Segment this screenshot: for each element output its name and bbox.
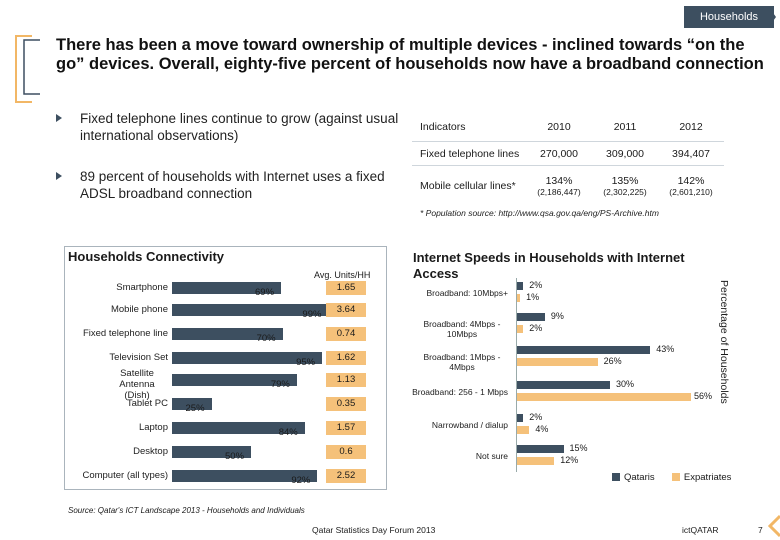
table-header: 2012	[679, 120, 703, 133]
device-ownership-pct: 25%	[185, 403, 205, 414]
qataris-value-label: 2%	[529, 280, 543, 290]
footer-event: Qatar Statistics Day Forum 2013	[312, 525, 436, 535]
avg-units-value: 0.35	[326, 397, 366, 411]
avg-units-value: 3.64	[326, 303, 366, 317]
legend-label-expatriates: Expatriates	[683, 472, 732, 483]
expatriates-value-label: 56%	[694, 391, 713, 401]
qataris-value-label: 30%	[616, 379, 635, 389]
avg-units-value: 1.57	[326, 421, 366, 435]
title-bracket-decoration	[10, 34, 44, 104]
device-label: Smartphone	[116, 282, 168, 293]
table-header: 2010	[547, 120, 571, 133]
cell-value: 134%	[545, 175, 573, 187]
bullet-item	[56, 110, 406, 144]
table-cell	[526, 175, 592, 197]
qataris-bar	[517, 414, 523, 422]
speed-category-label: Broadband: 4Mbps - 10Mbps	[423, 319, 501, 339]
table-row	[412, 142, 724, 166]
chart-axis	[516, 278, 517, 472]
page-title: There has been a move toward ownership of multiple devices - inclined towards “on the go” devices. Overall, eighty-five percent of households now have a broadband connection	[56, 36, 764, 73]
expatriates-bar	[517, 294, 520, 302]
bullet-triangle-icon	[56, 114, 62, 122]
avg-units-value: 0.6	[326, 445, 366, 459]
section-tag: Households	[684, 6, 774, 28]
table-row	[412, 166, 724, 206]
qataris-bar	[517, 282, 523, 290]
device-ownership-pct: 50%	[225, 451, 245, 462]
device-ownership-pct: 70%	[256, 333, 276, 344]
device-label: Fixed telephone line	[82, 328, 168, 339]
speed-category-label: Broadband: 1Mbps - 4Mbps	[423, 352, 501, 372]
qataris-value-label: 9%	[550, 311, 564, 321]
cell-sub-value: (2,601,210)	[669, 187, 713, 197]
table-cell	[592, 175, 658, 197]
speed-category-label: Not sure	[475, 451, 508, 461]
qataris-value-label: 43%	[656, 344, 675, 354]
device-ownership-pct: 99%	[302, 309, 322, 320]
expatriates-value-label: 26%	[603, 356, 622, 366]
avg-units-header: Avg. Units/HH	[314, 270, 371, 280]
table-cell: 270,000	[540, 147, 578, 160]
expatriates-bar	[517, 358, 598, 366]
table-cell: 309,000	[606, 147, 644, 160]
bullet-item	[56, 168, 406, 202]
device-label: Computer (all types)	[82, 470, 168, 481]
indicators-table	[412, 112, 724, 206]
avg-units-value: 1.65	[326, 281, 366, 295]
legend-swatch-expatriates	[672, 473, 680, 481]
avg-units-value: 0.74	[326, 327, 366, 341]
page-number: 7	[758, 525, 763, 535]
avg-units-value: 1.13	[326, 373, 366, 387]
avg-units-value: 1.62	[326, 351, 366, 365]
device-ownership-pct: 79%	[270, 379, 290, 390]
cell-value: 142%	[677, 175, 705, 187]
qataris-bar	[517, 445, 564, 453]
expatriates-value-label: 12%	[560, 455, 579, 465]
device-ownership-pct: 95%	[296, 357, 316, 368]
bullet-text: Fixed telephone lines continue to grow (against usual international observations)	[80, 111, 399, 143]
table-header: Indicators	[420, 120, 466, 133]
device-label: Tablet PC	[126, 398, 168, 409]
legend-swatch-qataris	[612, 473, 620, 481]
device-label: Laptop	[138, 422, 168, 433]
source-note: Source: Qatar's ICT Landscape 2013 - Households and Individuals	[68, 506, 305, 515]
footer-org: ictQATAR	[682, 525, 719, 535]
cell-value: 135%	[611, 175, 639, 187]
table-cell: Mobile cellular lines*	[420, 180, 516, 192]
device-label: Television Set	[109, 352, 168, 363]
table-header: 2011	[613, 120, 637, 133]
qataris-value-label: 15%	[569, 443, 588, 453]
cell-sub-value: (2,186,447)	[537, 187, 581, 197]
section-tag-arrow	[768, 6, 776, 28]
device-ownership-pct: 84%	[278, 427, 298, 438]
device-label: Desktop	[133, 446, 168, 457]
population-source-note: * Population source: http://www.qsa.gov.qa/eng/PS-Archive.htm	[420, 208, 659, 218]
device-label: Satellite Antenna (Dish)	[119, 368, 155, 401]
internet-speeds-title: Internet Speeds in Households with Internet Access	[413, 250, 685, 281]
speed-category-label: Broadband: 256 - 1 Mbps	[412, 387, 508, 397]
device-label: Mobile phone	[110, 304, 168, 315]
speed-category-label: Broadband: 10Mbps+	[426, 288, 508, 298]
cell-sub-value: (2,302,225)	[603, 187, 647, 197]
expatriates-value-label: 2%	[529, 323, 543, 333]
qataris-bar	[517, 346, 650, 354]
table-cell: Fixed telephone lines	[420, 147, 520, 160]
avg-units-value: 2.52	[326, 469, 366, 483]
expatriates-bar	[517, 325, 523, 333]
expatriates-value-label: 4%	[535, 424, 549, 434]
bullet-triangle-icon	[56, 172, 62, 180]
y-axis-label-text: Percentage of Households	[718, 280, 730, 404]
expatriates-bar	[517, 426, 529, 434]
chart-legend	[612, 472, 731, 483]
bullet-text: 89 percent of households with Internet uses a fixed ADSL broadband connection	[80, 169, 385, 201]
expatriates-bar	[517, 457, 554, 465]
households-connectivity-title: Households Connectivity	[68, 249, 225, 264]
qataris-bar	[517, 381, 610, 389]
device-ownership-pct: 92%	[291, 475, 311, 486]
legend-label-qataris: Qataris	[624, 472, 655, 483]
corner-decoration	[768, 514, 780, 540]
expatriates-value-label: 1%	[526, 292, 540, 302]
y-axis-label	[718, 280, 730, 410]
qataris-value-label: 2%	[529, 412, 543, 422]
qataris-bar	[517, 313, 545, 321]
table-cell	[658, 175, 724, 197]
table-header-row	[412, 112, 724, 142]
expatriates-bar	[517, 393, 691, 401]
speed-category-label: Narrowband / dialup	[431, 420, 508, 430]
table-cell: 394,407	[672, 147, 710, 160]
device-ownership-pct: 69%	[255, 287, 275, 298]
